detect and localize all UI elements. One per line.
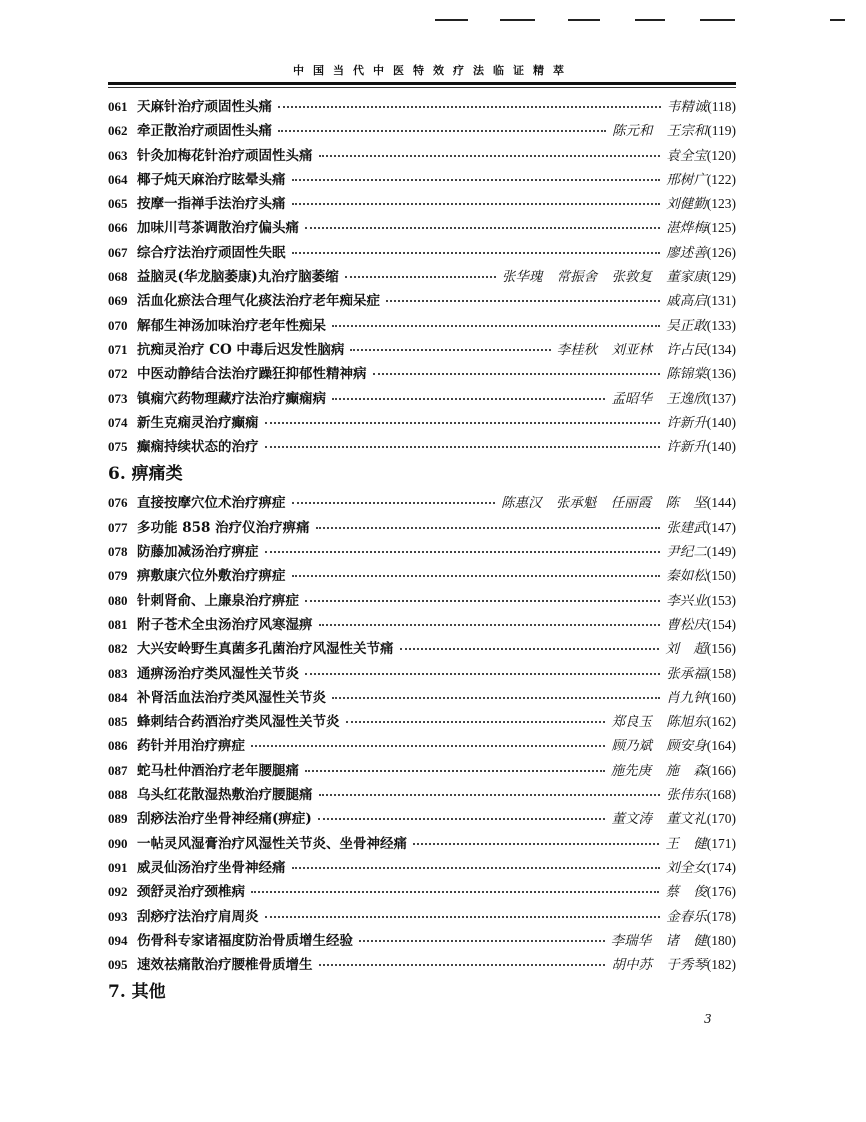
entry-title: 刮痧疗法治疗肩周炎 (137, 908, 259, 925)
entry-page: (180) (706, 932, 736, 948)
scan-mark (700, 19, 735, 21)
toc-entry[interactable] (108, 95, 736, 119)
entry-number: 066 (108, 220, 128, 236)
entry-number: 094 (108, 932, 128, 948)
entry-title: 颈舒灵治疗颈椎病 (137, 884, 245, 901)
toc-entry[interactable] (108, 216, 736, 240)
entry-authors: 陈锦棠 (666, 366, 707, 383)
entry-title: 镇痫穴药物理藏疗法治疗癫痫病 (137, 390, 326, 407)
toc-entry[interactable] (108, 387, 736, 411)
entry-number: 090 (108, 835, 128, 851)
entry-number: 078 (108, 544, 128, 560)
scan-mark (435, 19, 468, 21)
entry-number: 067 (108, 244, 128, 260)
entry-title: 针刺肾俞、上廉泉治疗痹症 (137, 592, 299, 609)
dot-leader (332, 398, 605, 400)
entry-authors: 张建武 (666, 519, 707, 536)
toc-entry[interactable] (108, 953, 736, 977)
dot-leader (292, 252, 661, 254)
dot-leader (278, 130, 606, 132)
entry-page: (182) (706, 957, 736, 973)
dot-leader (345, 276, 496, 278)
entry-authors: 孟昭华 王逸欣 (611, 390, 707, 407)
dot-leader (373, 373, 661, 375)
scan-mark (500, 19, 535, 21)
entry-number: 077 (108, 519, 128, 535)
entry-title: 加味川芎茶调散治疗偏头痛 (137, 220, 299, 237)
entry-authors: 许新升 (666, 439, 707, 456)
dot-leader (292, 575, 661, 577)
entry-number: 084 (108, 689, 128, 705)
toc-entry[interactable] (108, 637, 736, 661)
dot-leader (305, 770, 605, 772)
toc-entry[interactable] (108, 905, 736, 929)
toc-entry[interactable] (108, 289, 736, 313)
header-rule-thin (108, 87, 736, 88)
dot-leader (318, 818, 606, 820)
dot-leader (265, 446, 661, 448)
dot-leader (346, 721, 606, 723)
toc-entry[interactable] (108, 662, 736, 686)
entry-title: 癫痫持续状态的治疗 (137, 439, 259, 456)
entry-page: (174) (706, 859, 736, 875)
entry-authors: 郑良玉 陈旭东 (611, 714, 707, 731)
entry-number: 070 (108, 317, 128, 333)
entry-page: (171) (706, 835, 736, 851)
entry-authors: 陈惠汉 张承魁 任丽霞 陈 坚 (501, 495, 707, 512)
entry-page: (176) (706, 884, 736, 900)
section-heading: 7. 其他 (108, 982, 166, 1003)
entry-number: 093 (108, 908, 128, 924)
toc-entry[interactable] (108, 491, 736, 515)
entry-page: (133) (706, 317, 736, 333)
entry-number: 095 (108, 957, 128, 973)
entry-authors: 曹松庆 (666, 616, 707, 633)
toc-entry[interactable] (108, 362, 736, 386)
entry-page: (154) (706, 616, 736, 632)
entry-title: 蛇马杜仲酒治疗老年腰腿痛 (137, 762, 299, 779)
entry-number: 076 (108, 495, 128, 511)
dot-leader (278, 106, 661, 108)
entry-page: (150) (706, 568, 736, 584)
entry-title: 伤骨科专家诸福度防治骨质增生经验 (137, 932, 353, 949)
entry-title: 新生克痫灵治疗癫痫 (137, 414, 259, 431)
toc-entry[interactable] (108, 119, 736, 143)
entry-number: 065 (108, 196, 128, 212)
entry-number: 085 (108, 714, 128, 730)
dot-leader (319, 964, 606, 966)
entry-authors: 顾乃斌 顾安身 (611, 738, 707, 755)
entry-page: (118) (707, 99, 736, 114)
entry-page: (168) (706, 787, 736, 803)
entry-authors: 韦精诚 (666, 99, 708, 115)
entry-authors: 陈元和 王宗和 (611, 123, 708, 140)
entry-page: (123) (706, 196, 736, 212)
entry-title: 按摩一指禅手法治疗头痛 (137, 196, 286, 213)
dot-leader (332, 325, 660, 327)
entry-title: 天麻针治疗顽固性头痛 (137, 99, 272, 115)
dot-leader (251, 745, 605, 747)
dot-leader (265, 422, 661, 424)
entry-authors: 张伟东 (666, 787, 707, 804)
entry-authors: 尹纪二 (666, 544, 707, 561)
toc-entry[interactable] (108, 516, 736, 540)
entry-authors: 李兴业 (666, 592, 707, 609)
toc-entry[interactable] (108, 168, 736, 192)
entry-number: 061 (108, 99, 128, 114)
entry-title: 针灸加梅花针治疗顽固性头痛 (137, 147, 313, 164)
entry-title: 一帖灵风湿膏治疗风湿性关节炎、坐骨神经痛 (137, 835, 407, 852)
toc-entry[interactable] (108, 807, 736, 831)
entry-page: (160) (706, 689, 736, 705)
entry-page: (129) (706, 269, 736, 285)
toc-entry[interactable] (108, 710, 736, 734)
entry-page: (166) (706, 762, 736, 778)
entry-title: 多功能 858 治疗仪治疗痹痛 (137, 519, 310, 536)
entry-title: 防藤加减汤治疗痹症 (137, 544, 259, 561)
dot-leader (350, 349, 550, 351)
table-of-contents (108, 95, 736, 1009)
entry-number: 091 (108, 859, 128, 875)
entry-title: 直接按摩穴位术治疗痹症 (137, 495, 286, 512)
entry-number: 092 (108, 884, 128, 900)
entry-number: 089 (108, 811, 128, 827)
entry-title: 抗痴灵治疗 CO 中毒后迟发性脑病 (137, 341, 345, 358)
entry-title: 活血化瘀法合理气化痰法治疗老年痴呆症 (137, 293, 380, 310)
dot-leader (319, 794, 661, 796)
entry-title: 综合疗法治疗顽固性失眠 (137, 244, 286, 261)
entry-title: 通痹汤治疗类风湿性关节炎 (137, 665, 299, 682)
entry-title: 威灵仙汤治疗坐骨神经痛 (137, 859, 286, 876)
entry-number: 068 (108, 269, 128, 285)
entry-title: 速效祛痛散治疗腰椎骨质增生 (137, 957, 313, 974)
toc-entry[interactable] (108, 564, 736, 588)
entry-number: 082 (108, 641, 128, 657)
dot-leader (359, 940, 605, 942)
scan-mark (830, 19, 845, 21)
entry-title: 痹敷康穴位外敷治疗痹症 (137, 568, 286, 585)
entry-number: 074 (108, 414, 128, 430)
entry-authors: 廖述善 (666, 244, 707, 261)
entry-authors: 刘健勤 (666, 196, 707, 213)
entry-authors: 李桂秋 刘亚林 许占民 (556, 341, 707, 358)
dot-leader (265, 551, 661, 553)
entry-number: 088 (108, 787, 128, 803)
toc-entry[interactable] (108, 411, 736, 435)
entry-title: 椰子炖天麻治疗眩晕头痛 (137, 171, 286, 188)
dot-leader (292, 867, 661, 869)
entry-title: 蜂刺结合药酒治疗类风湿性关节炎 (137, 714, 340, 731)
entry-number: 062 (108, 123, 128, 139)
entry-page: (120) (706, 147, 736, 163)
entry-page: (134) (706, 341, 736, 357)
dot-leader (292, 203, 661, 205)
entry-page: (158) (706, 665, 736, 681)
entry-page: (178) (706, 908, 736, 924)
entry-number: 075 (108, 439, 128, 455)
entry-authors: 董文涛 董文礼 (611, 811, 707, 828)
running-head: 中国当代中医特效疗法临证精萃 (293, 64, 573, 77)
entry-page: (140) (706, 439, 736, 455)
entry-number: 087 (108, 762, 128, 778)
entry-page: (126) (706, 244, 736, 260)
entry-authors: 吴正敢 (666, 317, 707, 334)
entry-page: (153) (706, 592, 736, 608)
entry-page: (149) (706, 544, 736, 560)
toc-entry[interactable] (108, 241, 736, 265)
entry-title: 解郁生神汤加味治疗老年性痴呆 (137, 317, 326, 334)
dot-leader (413, 843, 659, 845)
page-number: 3 (704, 1012, 712, 1026)
entry-authors: 施先庚 施 森 (610, 762, 707, 779)
header-rule (108, 82, 736, 85)
entry-page: (125) (706, 220, 736, 236)
entry-authors: 王 健 (665, 835, 707, 852)
entry-authors: 袁全宝 (666, 147, 707, 164)
entry-number: 072 (108, 366, 128, 382)
entry-page: (156) (706, 641, 736, 657)
toc-entry[interactable] (108, 435, 736, 459)
entry-page: (170) (706, 811, 736, 827)
entry-authors: 秦如松 (666, 568, 707, 585)
entry-title: 刮痧法治疗坐骨神经痛(痹症) (137, 811, 312, 828)
entry-authors: 蔡 俊 (665, 884, 707, 901)
entry-page: (137) (706, 390, 736, 406)
dot-leader (400, 648, 660, 650)
dot-leader (319, 624, 661, 626)
dot-leader (251, 891, 659, 893)
entry-number: 086 (108, 738, 128, 754)
toc-entry[interactable] (108, 192, 736, 216)
entry-authors: 金春乐 (666, 908, 707, 925)
entry-authors: 许新升 (666, 414, 707, 431)
entry-number: 064 (108, 171, 128, 187)
entry-title: 补肾活血法治疗类风湿性关节炎 (137, 689, 326, 706)
entry-authors: 李瑞华 诸 健 (610, 932, 707, 949)
entry-number: 073 (108, 390, 128, 406)
scan-mark (635, 19, 665, 21)
toc-entry[interactable] (108, 832, 736, 856)
entry-page: (122) (706, 171, 736, 187)
entry-number: 063 (108, 147, 128, 163)
toc-entry[interactable] (108, 314, 736, 338)
entry-authors: 刘 超 (665, 641, 707, 658)
entry-authors: 邢树广 (666, 171, 707, 188)
entry-page: (147) (706, 519, 736, 535)
toc-entry[interactable] (108, 144, 736, 168)
dot-leader (305, 600, 660, 602)
toc-entry[interactable] (108, 759, 736, 783)
entry-authors: 肖九钟 (666, 689, 707, 706)
scan-mark (568, 19, 600, 21)
entry-title: 大兴安岭野生真菌多孔菌治疗风湿性关节痛 (137, 641, 394, 658)
toc-entry[interactable] (108, 589, 736, 613)
dot-leader (316, 527, 661, 529)
entry-page: (164) (706, 738, 736, 754)
entry-authors: 胡中苏 于秀琴 (611, 957, 707, 974)
entry-title: 附子苍术全虫汤治疗风寒湿痹 (137, 616, 313, 633)
entry-authors: 戚高启 (666, 293, 707, 310)
entry-number: 081 (108, 616, 128, 632)
toc-entry[interactable] (108, 686, 736, 710)
entry-page: (162) (706, 714, 736, 730)
entry-title: 中医动静结合法治疗躁狂抑郁性精神病 (137, 366, 367, 383)
entry-number: 071 (108, 341, 128, 357)
dot-leader (305, 227, 660, 229)
entry-page: (144) (706, 495, 736, 511)
toc-entry[interactable] (108, 929, 736, 953)
entry-title: 药针并用治疗痹症 (137, 738, 245, 755)
entry-title: 乌头红花散湿热敷治疗腰腿痛 (137, 787, 313, 804)
dot-leader (292, 179, 661, 181)
dot-leader (265, 916, 661, 918)
entry-title: 益脑灵(华龙脑萎康)丸治疗脑萎缩 (137, 269, 339, 286)
dot-leader (332, 697, 660, 699)
entry-authors: 张华瑰 常振舍 张敦复 董家康 (501, 269, 707, 286)
entry-authors: 刘全女 (666, 859, 707, 876)
toc-entry[interactable] (108, 540, 736, 564)
section-heading: 6. 痹痛类 (108, 464, 183, 485)
toc-entry[interactable] (108, 856, 736, 880)
dot-leader (292, 502, 496, 504)
entry-page: (140) (706, 414, 736, 430)
dot-leader (305, 673, 660, 675)
entry-number: 080 (108, 592, 128, 608)
entry-authors: 湛烨梅 (666, 220, 707, 237)
toc-entry[interactable] (108, 734, 736, 758)
dot-leader (386, 300, 660, 302)
entry-number: 069 (108, 293, 128, 309)
toc-entry[interactable] (108, 880, 736, 904)
toc-entry[interactable] (108, 265, 736, 289)
entry-authors: 张承福 (666, 665, 707, 682)
entry-title: 牵正散治疗顽固性头痛 (137, 123, 272, 140)
toc-entry[interactable] (108, 783, 736, 807)
entry-number: 083 (108, 665, 128, 681)
dot-leader (319, 155, 661, 157)
entry-page: (136) (706, 366, 736, 382)
entry-number: 079 (108, 568, 128, 584)
toc-entry[interactable] (108, 613, 736, 637)
entry-page: (119) (707, 123, 736, 139)
toc-entry[interactable] (108, 338, 736, 362)
entry-page: (131) (706, 293, 736, 309)
